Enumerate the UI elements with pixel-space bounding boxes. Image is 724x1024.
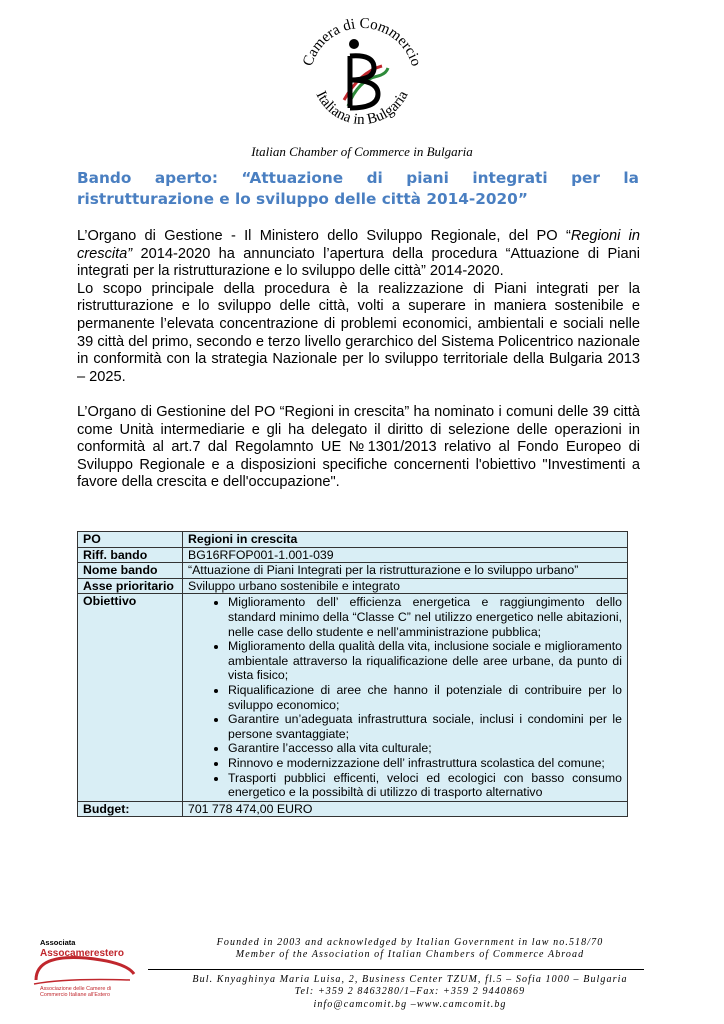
budget-label: Budget: (78, 801, 183, 817)
po-label: PO (78, 532, 183, 548)
footer-founded (150, 937, 670, 962)
list-item: • Trasporti pubblici efficenti, veloci ed ecologici con basso consumo energetico e la possibiltà di utilizzo di trasporto alternativo (228, 771, 622, 800)
nome-label: Nome bando (78, 563, 183, 579)
riff-label: Riff. bando (78, 547, 183, 563)
program-name-italic: Regioni in crescita” (77, 228, 640, 262)
table-row (78, 594, 628, 801)
table-row (78, 578, 628, 594)
list-item: • Miglioramento dell’ efficienza energetica e raggiungimento dello standard minimo della “Classe C” nel utilizzo energetico nelle abitazioni, nelle case dello studente e nell’amministrazione pubblica; (228, 595, 622, 639)
footer-divider (148, 969, 644, 970)
list-item: • Garantire l’accesso alla vita culturale; (228, 741, 622, 756)
objectives-list (188, 595, 622, 799)
list-item: • Miglioramento della qualità della vita, inclusione sociale e miglioramento ambientale attraverso la riqualificazione delle aree urbane, da punto di vista fisico; (228, 639, 622, 683)
table-row (78, 532, 628, 548)
list-item: • Garantire un’adeguata infrastruttura sociale, inclusi i condomini per le persone svantaggiate; (228, 712, 622, 741)
founded-line: Founded in 2003 and acknowledged by Italian Government in law no.518/70 (216, 937, 604, 948)
paragraph-2: Lo scopo principale della procedura è la realizzazione di Piani integrati per la ristrutturazione e lo sviluppo delle città, volti a superare in maniera sostenibile e permanente l’elevata concentrazione di problemi economici, ambientali e sociali nelle 39 città del primo, secondo e terzo livello gerarchico del Sistema Policentrico nazionale in conformità con la strategia Nazionale per lo sviluppo territoriale della Bulgaria 2013 – 2025. (77, 280, 640, 385)
member-line: Member of the Association of Italian Chambers of Commerce Abroad (235, 949, 585, 961)
logo-bottom-text: Italiana in Bulgaria (312, 88, 412, 129)
po-value: Regioni in crescita (183, 532, 628, 548)
logo-associata: Associata (40, 938, 76, 947)
address-line: Bul. Knyaghinya Maria Luisa, 2, Business Center TZUM, fl.5 – Sofia 1000 – Bulgaria (192, 974, 628, 985)
obiettivo-value (183, 594, 628, 801)
chamber-logo (292, 10, 432, 138)
paragraph-1 (77, 228, 640, 281)
paragraph-1-text-a: L’Organo di Gestione - Il Ministero dello Sviluppo Regionale, del PO “ (77, 228, 571, 244)
logo-association-name: Associazione delle Camere di Commercio Italiane all'Estero (40, 986, 112, 999)
logo-top-text: Camera di Commercio (300, 15, 424, 69)
logo-assocamerestero: Assocamerestero (40, 948, 124, 959)
body-text (77, 228, 640, 492)
paragraph-1-text-b: 2014-2020 ha annunciato l’apertura della procedura “Attuazione di Piani integrati per la ristrutturazione e lo sviluppo delle città” 2014-2020. (77, 245, 640, 280)
call-details-table (77, 531, 628, 817)
nome-value: “Attuazione di Piani Integrati per la ristrutturazione e lo sviluppo urbano” (183, 563, 628, 579)
svg-text:Camera di Commercio (300, 16, 424, 68)
list-item: • Riqualificazione di aree che hanno il potenziale di contribuire per lo sviluppo economico; (228, 683, 622, 712)
asse-label: Asse prioritario (78, 578, 183, 594)
riff-value: BG16RFOP001-1.001-039 (183, 547, 628, 563)
svg-text:IB: IB (362, 130, 363, 131)
title-line-1: Bando aperto: “Attuazione di piani integrati per la (77, 169, 639, 187)
obiettivo-label: Obiettivo (78, 594, 183, 801)
asse-value: Sviluppo urbano sostenibile e integrato (183, 578, 628, 594)
budget-value: 701 778 474,00 EURO (183, 801, 628, 817)
table-row (78, 547, 628, 563)
contact-line[interactable]: info@camcomit.bg –www.camcomit.bg (313, 998, 507, 1010)
table-row (78, 563, 628, 579)
paragraph-3: L’Organo di Gestionine del PO “Regioni in crescita” ha nominato i comuni delle 39 città come Unità intermediarie e gli ha delegato il diritto di selezione delle operazioni in conformità al art.7 dal Regolamnto UE №1301/2013 relativo al Fondo Europeo di Sviluppo Regionale e a disposizioni specifiche concernenti l'obiettivo "Investimenti a favore della crescita e dell'occupazione". (77, 403, 640, 491)
assocamerestero-logo (26, 934, 138, 1014)
table-row (78, 801, 628, 817)
list-item: • Rinnovo e modernizzazione dell’ infrastruttura scolastica del comune; (228, 756, 622, 771)
phone-line: Tel: +359 2 8463280/1–Fax: +359 2 9440869 (294, 986, 526, 998)
page-title (77, 168, 639, 210)
chamber-caption: Italian Chamber of Commerce in Bulgaria (251, 144, 473, 159)
footer-contacts (150, 974, 670, 1011)
title-line-2: ristrutturazione e lo sviluppo delle città 2014-2020” (77, 190, 528, 208)
